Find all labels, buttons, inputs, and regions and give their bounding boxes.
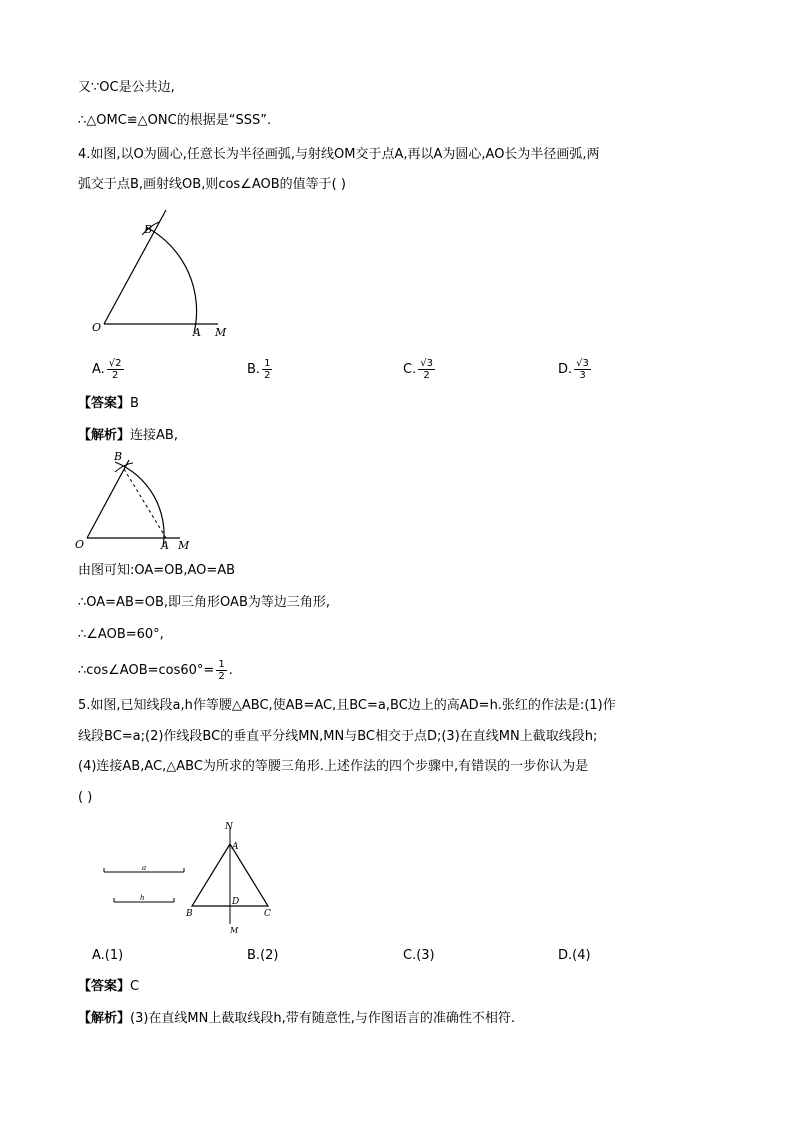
label-m: M [215, 326, 227, 339]
q4-answer: 【答案】B [78, 396, 139, 411]
question-5-line-2: 线段BC=a;(2)作线段BC的垂直平分线MN,MN与BC相交于点D;(3)在直线MN上截取线段h; [78, 729, 598, 744]
figure-q4-solution [72, 446, 202, 556]
figure-q5-triangle [180, 818, 280, 938]
q4-option-c[interactable]: C. $\frac{√3}{2}$ [403, 358, 433, 381]
figure-q5-segments [100, 860, 190, 910]
label-m-triangle: M [230, 926, 239, 935]
figure-q4-construction [90, 205, 240, 345]
label-a-solution: A [161, 539, 169, 552]
q4-option-a[interactable]: A. $\frac{√2}{2}$ [92, 358, 122, 381]
label-b: B [144, 223, 153, 236]
label-a: A [193, 326, 201, 339]
text-line-common-side: 又∵OC是公共边, [78, 80, 175, 95]
label-d: D [232, 897, 240, 907]
question-5-line-3: (4)连接AB,AC,△ABC为所求的等腰三角形.上述作法的四个步骤中,有错误的一步你认为是 [78, 759, 589, 774]
q5-option-d[interactable]: D.(4) [558, 948, 591, 963]
q4-analysis: 【解析】连接AB, [78, 428, 178, 443]
q5-analysis: 【解析】(3)在直线MN上截取线段h,带有随意性,与作图语言的准确性不相符. [78, 1011, 516, 1026]
label-o: O [92, 321, 102, 334]
ray-ob [104, 210, 166, 324]
q4-option-c-fraction: $\frac{√3}{2}$ [420, 358, 433, 381]
q4-step-1: 由图可知:OA=OB,AO=AB [78, 563, 236, 578]
q4-step-4-fraction: $\frac{1}{2}$ [218, 659, 225, 682]
q4-step-4: ∴cos∠AOB=cos60°= $\frac{1}{2}$ . [78, 659, 233, 682]
label-m-solution: M [178, 539, 190, 552]
q4-option-d[interactable]: D. $\frac{√3}{3}$ [558, 358, 589, 381]
q5-option-c[interactable]: C.(3) [403, 948, 435, 963]
q4-option-a-fraction: $\frac{√2}{2}$ [108, 358, 122, 381]
q4-option-b[interactable]: B. $\frac{1}{2}$ [247, 358, 271, 381]
label-b-solution: B [114, 450, 123, 463]
q5-option-b[interactable]: B.(2) [247, 948, 279, 963]
question-4-line-1: 4.如图,以O为圆心,任意长为半径画弧,与射线OM交于点A,再以A为圆心,AO长为半径画弧,两 [78, 147, 600, 162]
q4-step-2: ∴OA=AB=OB,即三角形OAB为等边三角形, [78, 595, 330, 610]
q4-option-d-fraction: $\frac{√3}{3}$ [576, 358, 589, 381]
q4-step-3: ∴∠AOB=60°, [78, 627, 164, 642]
segment-ab-dashed [124, 469, 166, 538]
q5-option-a[interactable]: A.(1) [92, 948, 124, 963]
arc-from-a-solution [115, 462, 164, 547]
label-c-triangle: C [264, 909, 271, 919]
label-b-triangle: B [186, 909, 193, 919]
label-a-triangle: A [232, 842, 239, 852]
ray-ob-solution [87, 460, 129, 538]
question-5-line-4: ( ) [78, 790, 93, 805]
question-5-line-1: 5.如图,已知线段a,h作等腰△ABC,使AB=AC,且BC=a,BC边上的高AD=h.张红的作法是:(1)作 [78, 698, 616, 713]
arc-from-a [146, 227, 197, 333]
label-segment-a: a [142, 864, 147, 872]
label-n: N [225, 822, 233, 832]
question-4-line-2: 弧交于点B,画射线OB,则cos∠AOB的值等于( ) [78, 177, 346, 192]
label-segment-h: h [140, 894, 145, 902]
label-o-solution: O [75, 538, 85, 551]
q4-option-b-fraction: $\frac{1}{2}$ [264, 358, 271, 381]
text-line-sss: ∴△OMC≌△ONC的根据是“SSS”. [78, 113, 272, 128]
q5-answer: 【答案】C [78, 979, 140, 994]
